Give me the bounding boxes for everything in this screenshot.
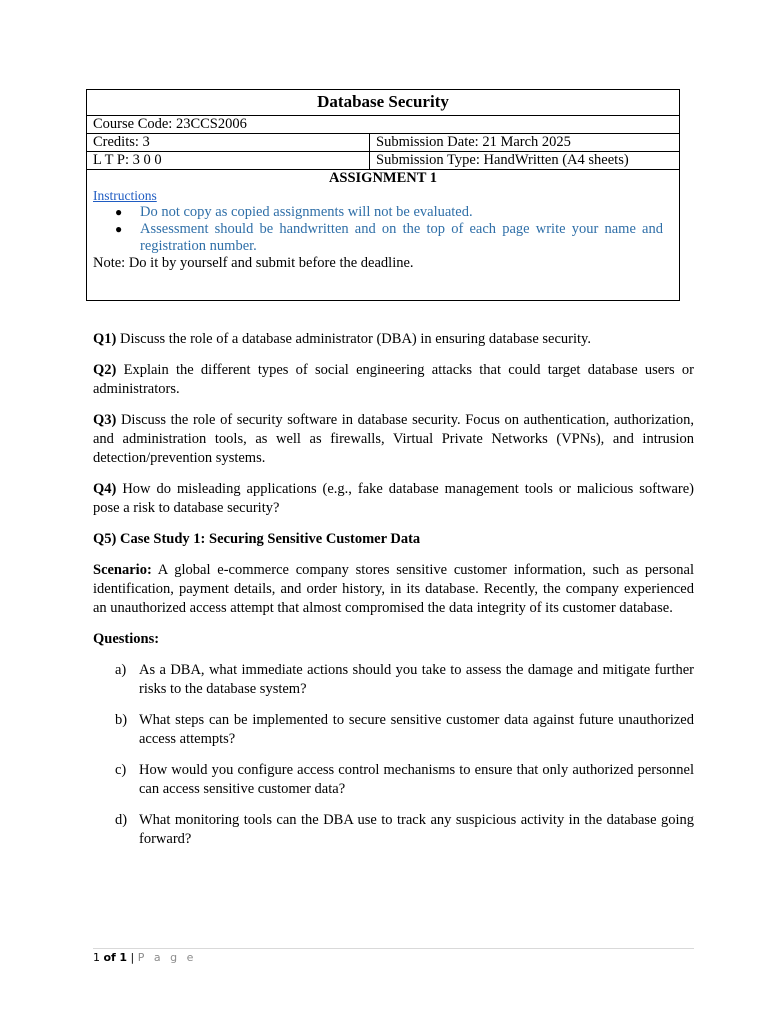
question-3 <box>93 411 694 468</box>
subquestion-c <box>93 761 694 799</box>
course-code: Course Code: 23CCS2006 <box>93 116 247 132</box>
instruction-item <box>87 204 679 221</box>
page-separator: | <box>130 951 135 964</box>
submission-date: Submission Date: 21 March 2025 <box>376 134 571 150</box>
instructions-list <box>87 204 679 255</box>
page-of: of <box>103 951 116 964</box>
question-text: Discuss the role of security software in database security. Focus on authentication, authorization, and administration tools, as well as firewalls, Virtual Private Networks (VPNs), and intrusion detection/prevention systems. <box>93 412 695 466</box>
question-text: How do misleading applications (e.g., fake database management tools or malicious software) pose a risk to database security? <box>93 481 694 516</box>
ltp: L T P: 3 0 0 <box>87 152 370 169</box>
scenario-label: Scenario: <box>93 562 152 578</box>
assignment-title: ASSIGNMENT 1 <box>328 170 438 186</box>
course-code-row <box>87 116 679 134</box>
question-label: Q3) <box>93 412 117 428</box>
instruction-text: Do not copy as copied assignments will not be evaluated. <box>140 204 473 220</box>
question-text: Explain the different types of social engineering attacks that could target database users or administrators. <box>93 362 695 397</box>
subquestion-text: What steps can be implemented to secure sensitive customer data against future unauthorized access attempts? <box>139 712 694 747</box>
questions-section <box>93 330 694 861</box>
questions-heading <box>93 630 694 649</box>
question-1 <box>93 330 694 349</box>
page-footer <box>93 951 196 964</box>
instruction-text: Assessment should be handwritten and on the top of each page write your name and registration number. <box>140 221 663 254</box>
subquestion-d <box>93 811 694 849</box>
bullet-icon: ● <box>115 205 123 219</box>
note: Note: Do it by yourself and submit before the deadline. <box>93 255 414 271</box>
questions-label: Questions: <box>93 631 160 647</box>
subquestion-label: c) <box>115 762 127 778</box>
credits: Credits: 3 <box>87 134 370 151</box>
subquestion-text: As a DBA, what immediate actions should you take to assess the damage and mitigate further risks to the database system? <box>139 662 694 697</box>
submission-type: Submission Type: HandWritten (A4 sheets) <box>376 152 629 168</box>
subquestion-b <box>93 711 694 749</box>
scenario <box>93 561 694 618</box>
page-total: 1 <box>119 951 127 964</box>
instructions-link[interactable]: Instructions <box>93 188 157 203</box>
subquestion-text: How would you configure access control mechanisms to ensure that only authorized personnel can access sensitive customer data? <box>139 762 694 797</box>
question-label: Q1) <box>93 331 117 347</box>
document-title: Database Security <box>87 90 679 116</box>
ltp-row <box>87 152 679 170</box>
subquestion-a <box>93 661 694 699</box>
bullet-icon: ● <box>115 222 123 236</box>
question-2 <box>93 361 694 399</box>
header-table <box>86 89 680 301</box>
scenario-text: A global e-commerce company stores sensitive customer information, such as personal identification, payment details, and order history, in its database. Recently, the company experienced an unauthorized access attempt that almost compromised the data integrity of its customer database. <box>93 562 694 616</box>
question-label: Q2) <box>93 362 117 378</box>
subquestion-label: d) <box>115 812 128 828</box>
page-current: 1 <box>93 951 100 964</box>
instruction-item <box>87 221 679 255</box>
question-label: Q4) <box>93 481 117 497</box>
question-4 <box>93 480 694 518</box>
question-5-heading <box>93 530 694 549</box>
case-study-heading: Q5) Case Study 1: Securing Sensitive Customer Data <box>93 531 421 547</box>
subquestion-label: a) <box>115 662 127 678</box>
subquestion-text: What monitoring tools can the DBA use to track any suspicious activity in the database going forward? <box>139 812 694 847</box>
credits-row <box>87 134 679 152</box>
page-word: P a g e <box>137 951 197 964</box>
footer-divider <box>93 948 694 949</box>
assignment-section <box>87 170 679 300</box>
question-text: Discuss the role of a database administrator (DBA) in ensuring database security. <box>119 331 591 347</box>
subquestion-label: b) <box>115 712 128 728</box>
